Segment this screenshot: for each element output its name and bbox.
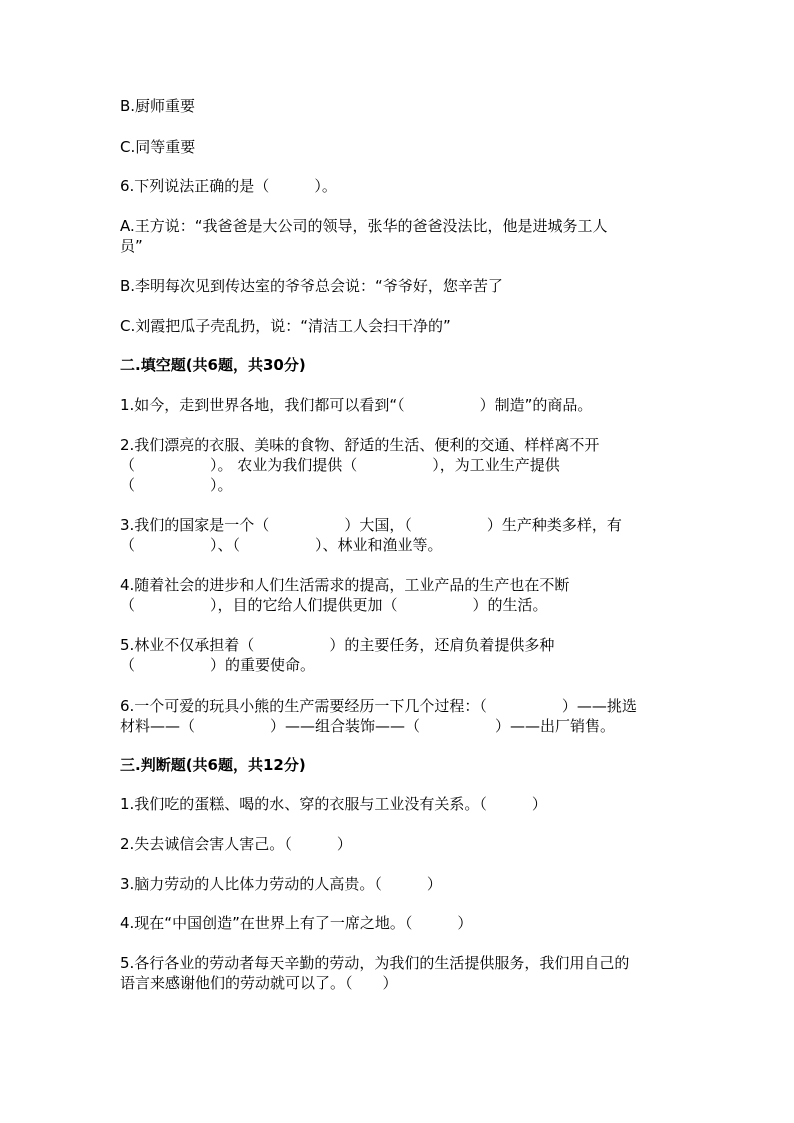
fill-q3-line1: 3.我们的国家是一个（ ）大国，（ ）生产种类多样，有 — [120, 516, 622, 534]
fill-q6-line2: 材料——（ ）——组合装饰——（ ）——出厂销售。 — [120, 717, 616, 735]
fill-q4-line2: （ ），目的它给人们提供更加（ ）的生活。 — [120, 596, 548, 614]
q5-option-c: C.同等重要 — [120, 138, 196, 156]
q6-option-a-line2: 员” — [120, 237, 143, 255]
fill-q4-line1: 4.随着社会的进步和人们生活需求的提高，工业产品的生产也在不断 — [120, 576, 570, 594]
q6-option-b: B.李明每次见到传达室的爷爷总会说：“爷爷好，您辛苦了 — [120, 277, 503, 295]
section-fill-blank-heading: 二.填空题(共6题，共30分) — [120, 356, 306, 374]
judge-q3: 3.脑力劳动的人比体力劳动的人高贵。（ ） — [120, 875, 442, 893]
judge-q4: 4.现在“中国创造”在世界上有了一席之地。（ ） — [120, 914, 473, 932]
fill-q2-line2: （ ）。 农业为我们提供（ ），为工业生产提供 — [120, 456, 560, 474]
fill-q5-line1: 5.林业不仅承担着（ ）的主要任务，还肩负着提供多种 — [120, 636, 555, 654]
fill-q6-line1: 6.一个可爱的玩具小熊的生产需要经历一下几个过程：（ ）——挑选 — [120, 697, 637, 715]
fill-q1: 1.如今，走到世界各地，我们都可以看到“（ ）制造”的商品。 — [120, 396, 593, 414]
judge-q2: 2.失去诚信会害人害己。（ ） — [120, 835, 352, 853]
q6-stem: 6.下列说法正确的是（ ）。 — [120, 177, 337, 195]
q6-option-c: C.刘霞把瓜子壳乱扔，说：“清洁工人会扫干净的” — [120, 317, 451, 335]
fill-q2-line3: （ ）。 — [120, 476, 233, 494]
judge-q1: 1.我们吃的蛋糕、喝的水、穿的衣服与工业没有关系。（ ） — [120, 795, 547, 813]
judge-q5-line2: 语言来感谢他们的劳动就可以了。（ ） — [120, 974, 398, 992]
fill-q5-line2: （ ）的重要使命。 — [120, 656, 316, 674]
judge-q5-line1: 5.各行各业的劳动者每天辛勤的劳动，为我们的生活提供服务，我们用自己的 — [120, 954, 630, 972]
q6-option-a-line1: A.王方说：“我爸爸是大公司的领导，张华的爸爸没法比，他是进城务工人 — [120, 217, 608, 235]
fill-q3-line2: （ ）、（ ）、林业和渔业等。 — [120, 536, 443, 554]
q5-option-b: B.厨师重要 — [120, 97, 196, 115]
section-judge-heading: 三.判断题(共6题，共12分) — [120, 756, 306, 774]
fill-q2-line1: 2.我们漂亮的衣服、美味的食物、舒适的生活、便利的交通、样样离不开 — [120, 436, 600, 454]
